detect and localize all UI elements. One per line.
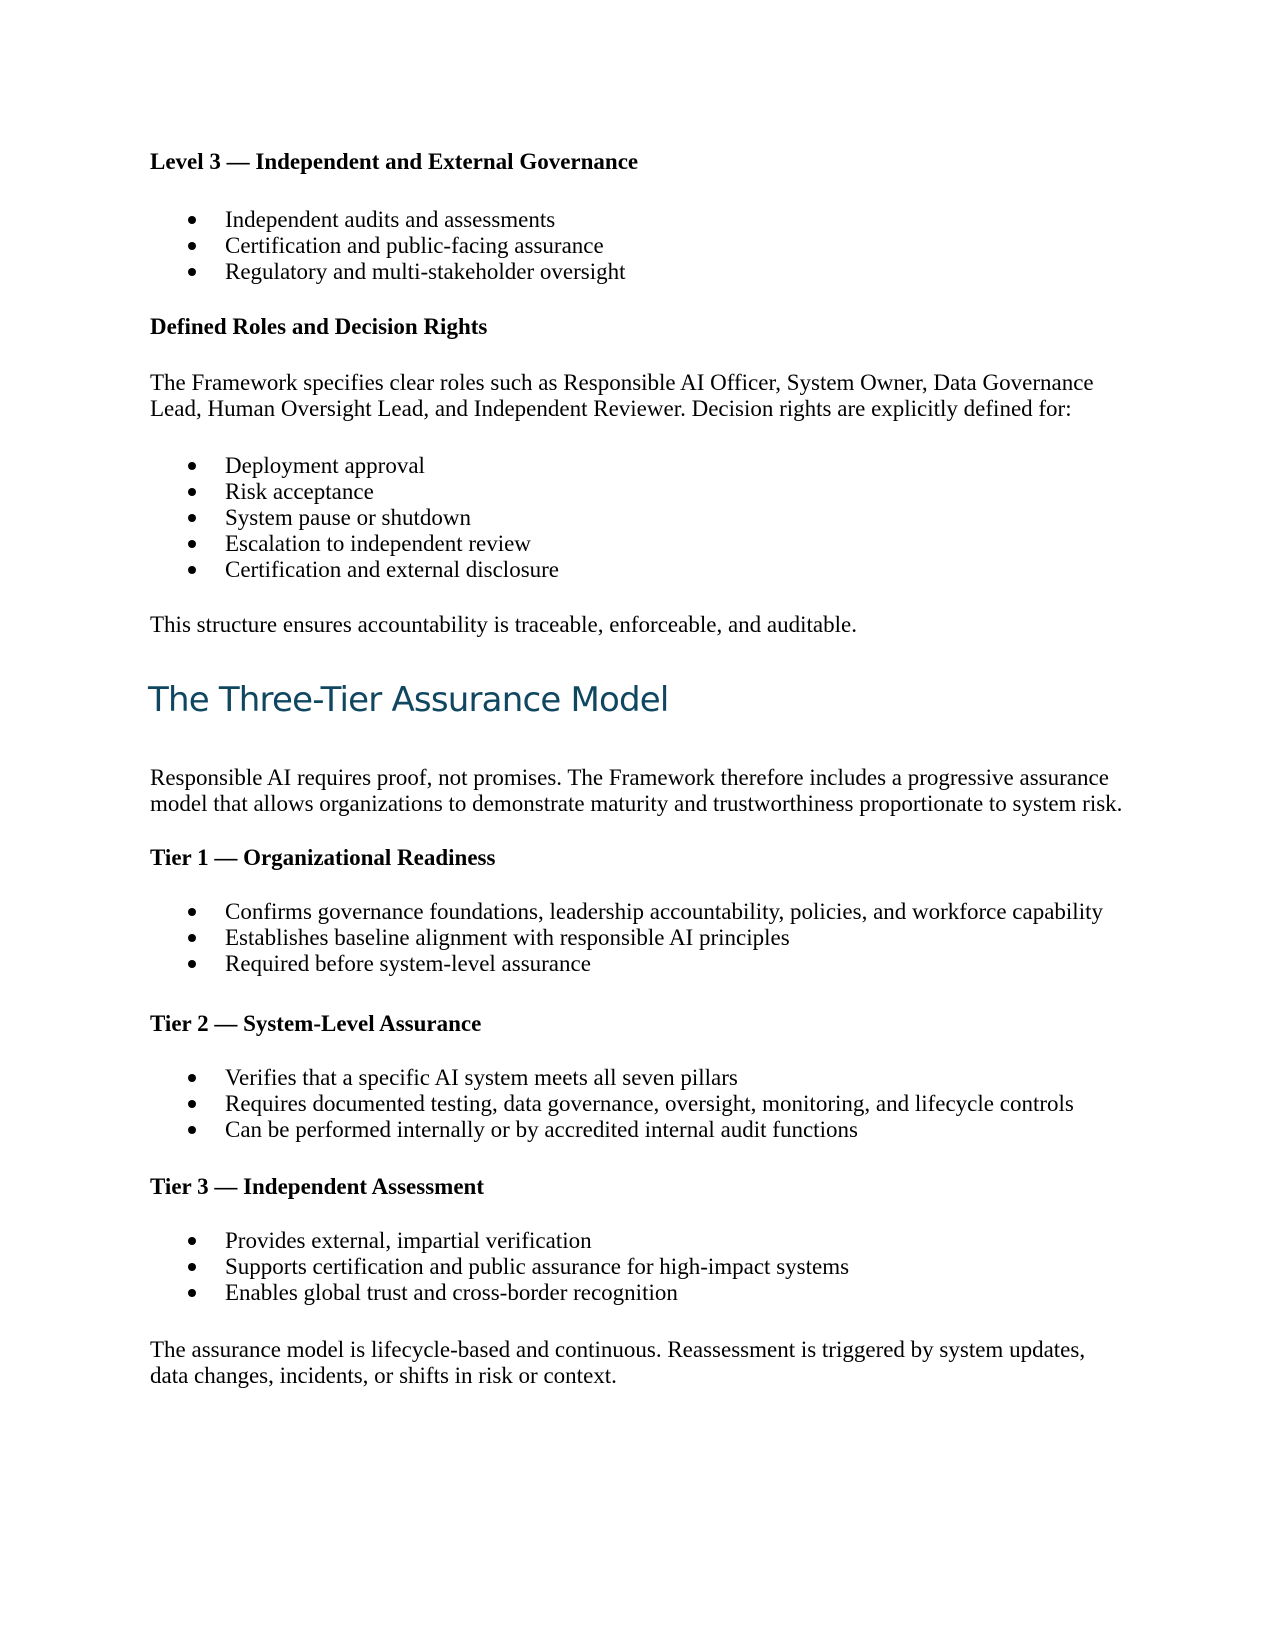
list-item: Enables global trust and cross-border recognition: [225, 1280, 678, 1305]
list-item: Required before system-level assurance: [225, 951, 591, 976]
bullet-icon: [188, 514, 196, 522]
list-item: Independent audits and assessments: [225, 207, 556, 232]
list-item: Certification and external disclosure: [225, 557, 560, 582]
bullet-icon: [188, 1074, 196, 1082]
bullet-icon: [188, 462, 196, 470]
assurance-intro-line: model that allows organizations to demonstrate maturity and trustworthiness proportionate to system risk.: [150, 791, 1123, 816]
bullet-icon: [188, 1263, 196, 1271]
list-item: Establishes baseline alignment with responsible AI principles: [225, 925, 790, 950]
list-item: Certification and public-facing assurance: [225, 233, 604, 258]
list-item: Verifies that a specific AI system meets all seven pillars: [225, 1065, 738, 1090]
assurance-closing-line: data changes, incidents, or shifts in risk or context.: [150, 1363, 617, 1388]
bullet-icon: [188, 488, 196, 496]
bullet-icon: [188, 1237, 196, 1245]
list-item: Requires documented testing, data governance, oversight, monitoring, and lifecycle controls: [225, 1091, 1074, 1116]
bullet-icon: [188, 216, 196, 224]
bullet-icon: [188, 908, 196, 916]
bullet-icon: [188, 1126, 196, 1134]
bullet-icon: [188, 268, 196, 276]
list-item: Regulatory and multi-stakeholder oversight: [225, 259, 626, 284]
section-title: The Three-Tier Assurance Model: [148, 680, 669, 720]
list-item: Supports certification and public assurance for high-impact systems: [225, 1254, 850, 1279]
tier1-heading: Tier 1 — Organizational Readiness: [150, 845, 496, 870]
list-item: Risk acceptance: [225, 479, 374, 504]
tier3-heading: Tier 3 — Independent Assessment: [150, 1174, 484, 1199]
list-item: Escalation to independent review: [225, 531, 531, 556]
list-item: System pause or shutdown: [225, 505, 471, 530]
bullet-icon: [188, 934, 196, 942]
assurance-intro-line: Responsible AI requires proof, not promises. The Framework therefore includes a progressive assurance: [150, 765, 1109, 790]
roles-closing: This structure ensures accountability is traceable, enforceable, and auditable.: [150, 612, 857, 637]
bullet-icon: [188, 242, 196, 250]
bullet-icon: [188, 960, 196, 968]
bullet-icon: [188, 1289, 196, 1297]
tier2-heading: Tier 2 — System-Level Assurance: [150, 1011, 482, 1036]
bullet-icon: [188, 566, 196, 574]
bullet-icon: [188, 1100, 196, 1108]
roles-intro-line: The Framework specifies clear roles such as Responsible AI Officer, System Owner, Data Governance: [150, 370, 1094, 395]
list-item: Can be performed internally or by accredited internal audit functions: [225, 1117, 858, 1142]
list-item: Provides external, impartial verification: [225, 1228, 592, 1253]
bullet-icon: [188, 540, 196, 548]
level3-heading: Level 3 — Independent and External Governance: [150, 149, 639, 174]
assurance-closing-line: The assurance model is lifecycle-based and continuous. Reassessment is triggered by system updates,: [150, 1337, 1086, 1362]
roles-intro-line: Lead, Human Oversight Lead, and Independent Reviewer. Decision rights are explicitly defined for:: [150, 396, 1072, 421]
list-item: Deployment approval: [225, 453, 425, 478]
list-item: Confirms governance foundations, leadership accountability, policies, and workforce capability: [225, 899, 1103, 924]
roles-heading: Defined Roles and Decision Rights: [150, 314, 488, 339]
